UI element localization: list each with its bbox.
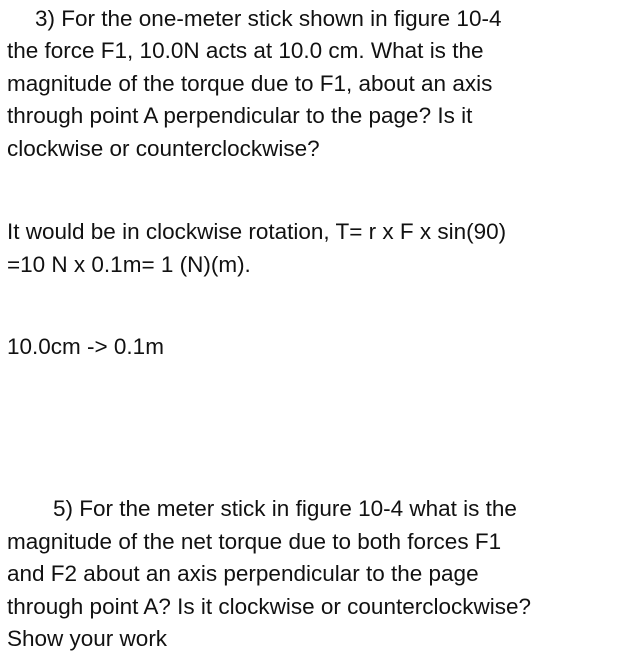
- question-5-line: through point A? Is it clockwise or counterclockwise?: [7, 594, 532, 619]
- question-5-line: and F2 about an axis perpendicular to the page: [7, 561, 479, 586]
- answer-3-line: It would be in clockwise rotation, T= r x F x sin(90): [7, 219, 507, 244]
- question-5-line: magnitude of the net torque due to both forces F1: [7, 529, 502, 554]
- question-3-line: 3) For the one-meter stick shown in figure 10-4: [35, 6, 502, 31]
- question-5-line: 5) For the meter stick in figure 10-4 what is the: [53, 496, 517, 521]
- question-3-line: clockwise or counterclockwise?: [7, 136, 320, 161]
- answer-3-line: =10 N x 0.1m= 1 (N)(m).: [7, 252, 251, 277]
- question-3-line: through point A perpendicular to the page? Is it: [7, 103, 473, 128]
- unit-conversion: 10.0cm -> 0.1m: [7, 334, 164, 359]
- question-3-line: the force F1, 10.0N acts at 10.0 cm. What is the: [7, 38, 484, 63]
- question-3-line: magnitude of the torque due to F1, about an axis: [7, 71, 493, 96]
- question-5-line: Show your work: [7, 626, 168, 651]
